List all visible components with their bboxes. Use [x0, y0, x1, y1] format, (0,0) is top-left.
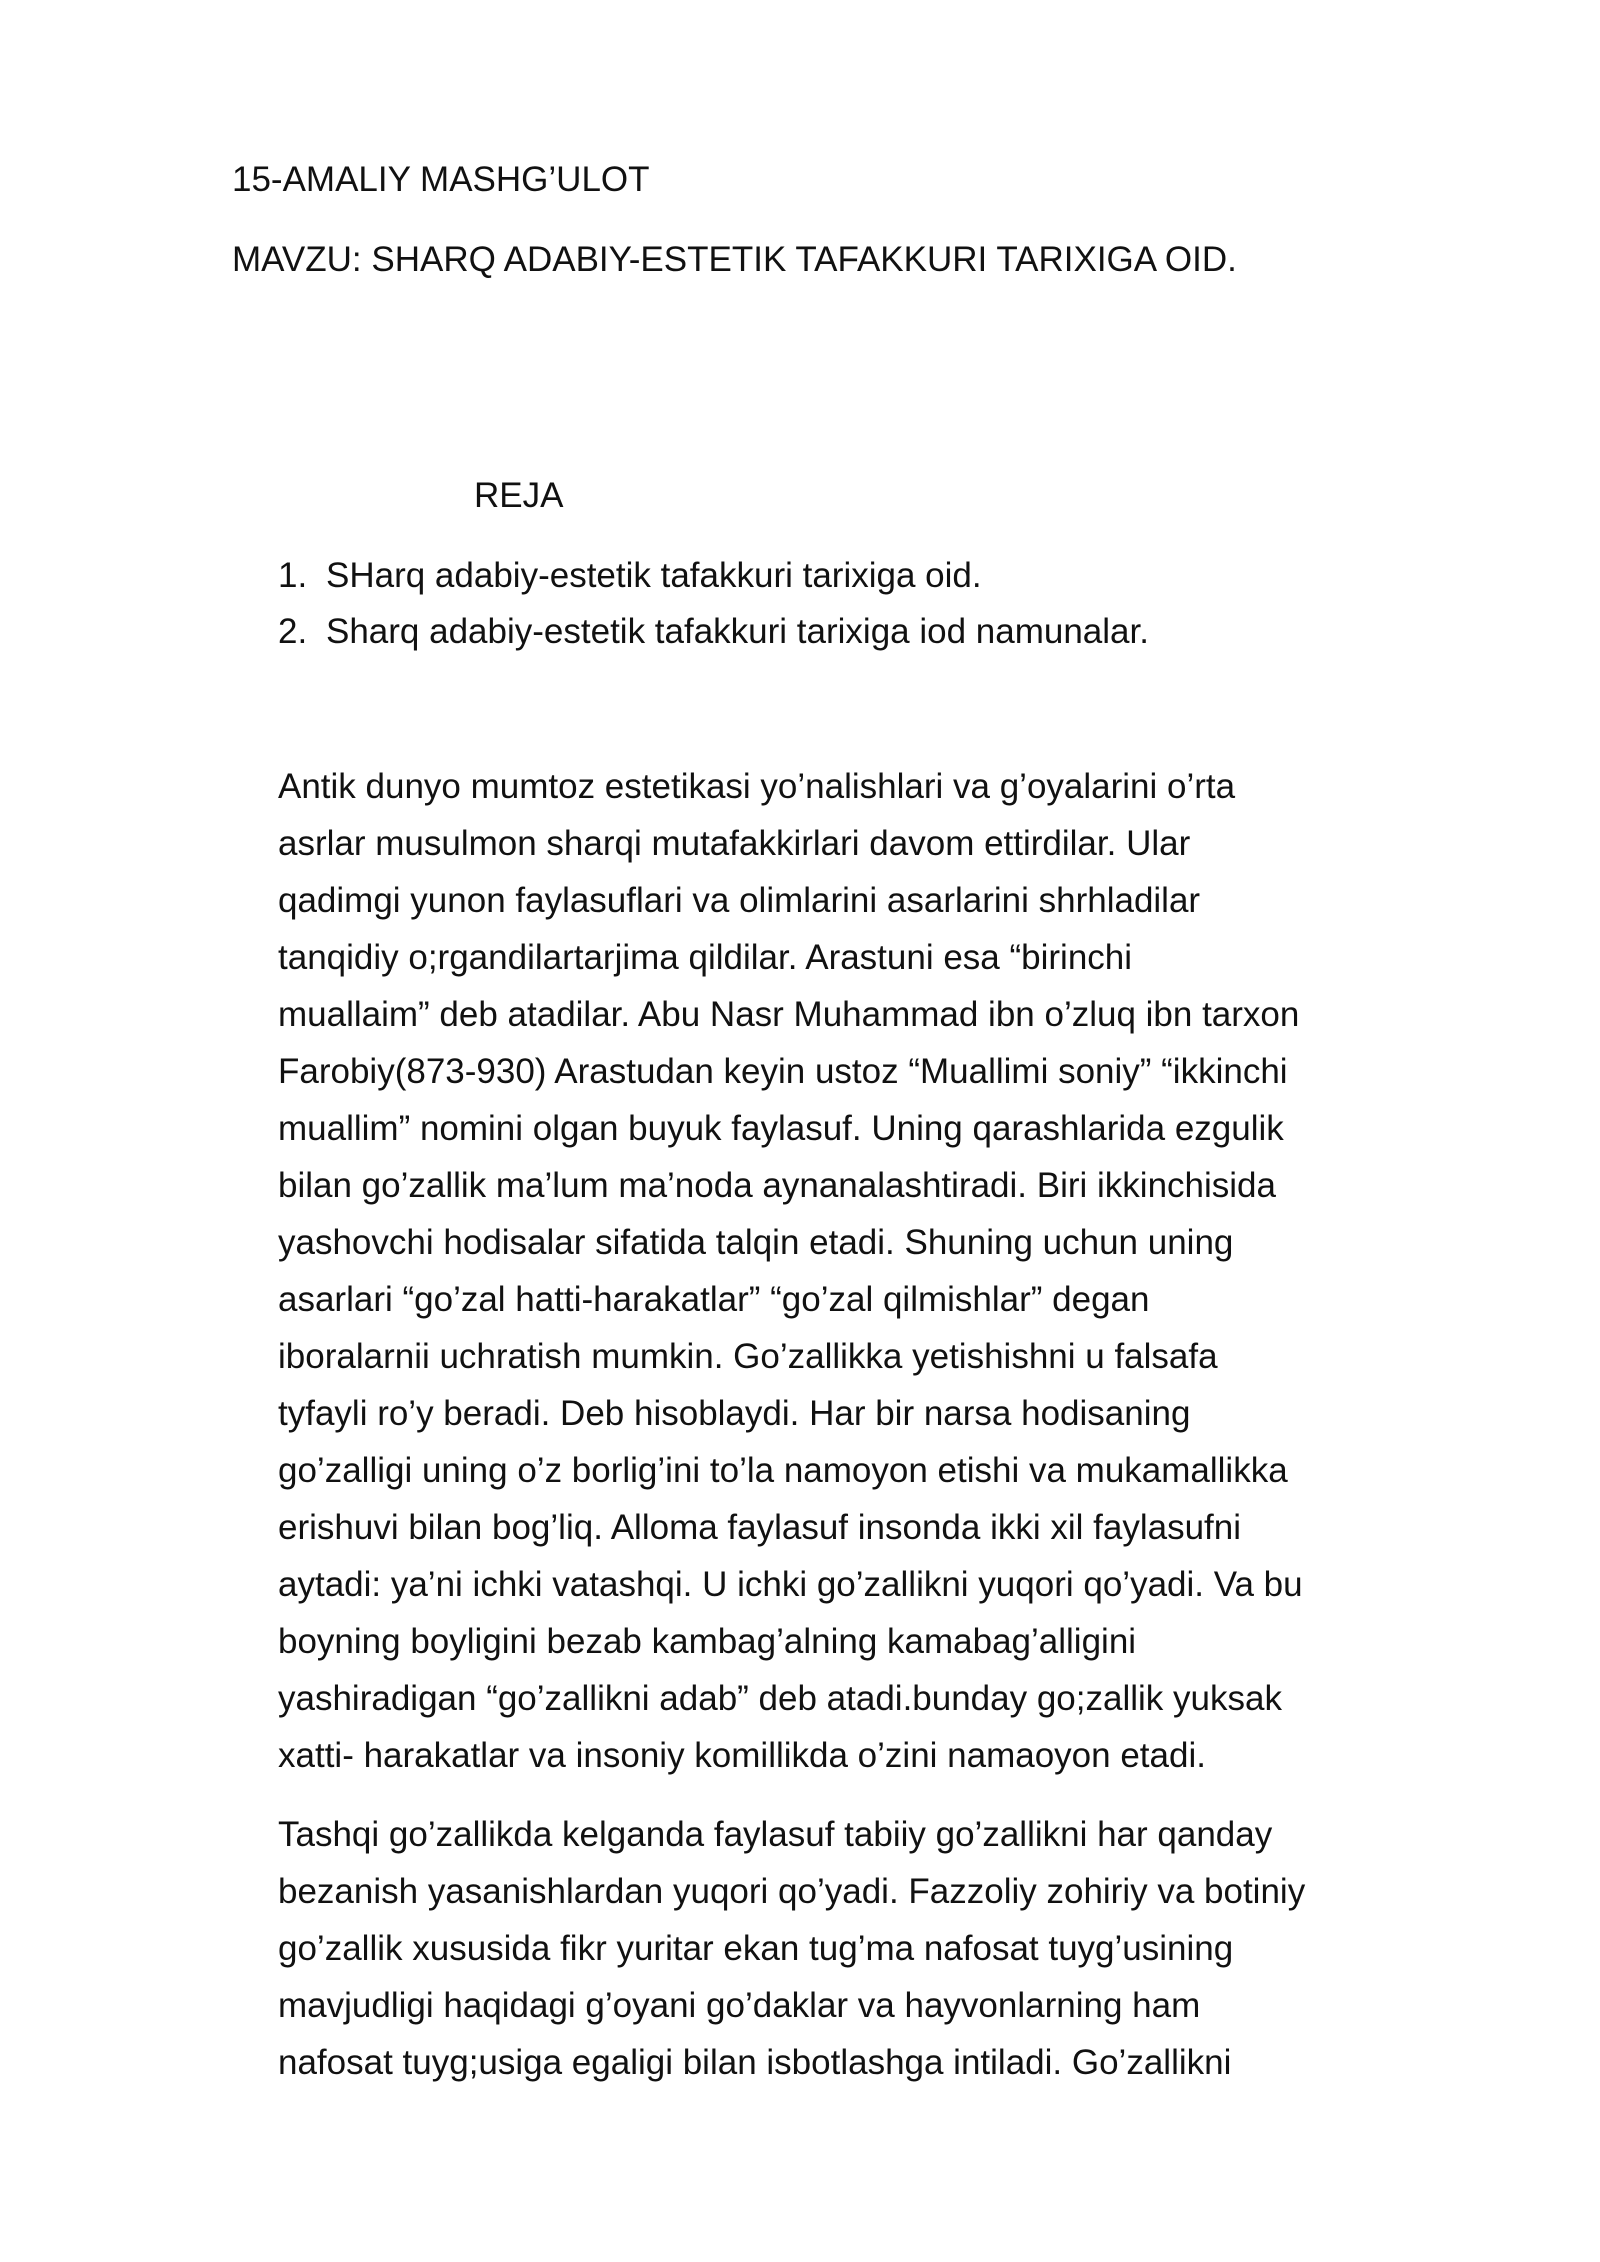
- paragraph-line: yashovchi hodisalar sifatida talqin etadi. Shuning uchun uning: [278, 1223, 1234, 1262]
- plan-item-number: 1.: [278, 556, 308, 595]
- paragraph-line: asarlari “go’zal hatti-harakatlar” “go’zal qilmishlar” degan: [278, 1280, 1150, 1319]
- body-paragraph-2: [278, 1806, 1508, 2091]
- plan-item: [278, 548, 1149, 604]
- paragraph-line: nafosat tuyg;usiga egaligi bilan isbotlashga intiladi. Go’zallikni: [278, 2043, 1232, 2082]
- document-title: 15-AMALIY MASHG’ULOT: [232, 160, 650, 199]
- paragraph-line: aytadi: ya’ni ichki vatashqi. U ichki go’zallikni yuqori qo’yadi. Va bu: [278, 1565, 1303, 1604]
- paragraph-line: Farobiy(873-930) Arastudan keyin ustoz “Muallimi soniy” “ikkinchi: [278, 1052, 1288, 1091]
- paragraph-line: asrlar musulmon sharqi mutafakkirlari davom ettirdilar. Ular: [278, 824, 1191, 863]
- body-paragraph-1: [278, 758, 1508, 1784]
- paragraph-line: bezanish yasanishlardan yuqori qo’yadi. Fazzoliy zohiriy va botiniy: [278, 1872, 1306, 1911]
- paragraph-line: boyning boyligini bezab kambag’alning kamabag’alligini: [278, 1622, 1137, 1661]
- paragraph-line: erishuvi bilan bog’liq. Alloma faylasuf insonda ikki xil faylasufni: [278, 1508, 1241, 1547]
- paragraph-line: Tashqi go’zallikda kelganda faylasuf tabiiy go’zallikni har qanday: [278, 1815, 1273, 1854]
- paragraph-line: bilan go’zallik ma’lum ma’noda aynanalashtiradi. Biri ikkinchisida: [278, 1166, 1276, 1205]
- paragraph-line: go’zallik xususida fikr yuritar ekan tug’ma nafosat tuyg’usining: [278, 1929, 1234, 1968]
- plan-item: [278, 604, 1149, 660]
- paragraph-line: xatti- harakatlar va insoniy komillikda o’zini namaoyon etadi.: [278, 1736, 1206, 1775]
- paragraph-line: tanqidiy o;rgandilartarjima qildilar. Arastuni esa “birinchi: [278, 938, 1133, 977]
- plan-item-number: 2.: [278, 612, 308, 651]
- paragraph-line: tyfayli ro’y beradi. Deb hisoblaydi. Har bir narsa hodisaning: [278, 1394, 1191, 1433]
- paragraph-line: yashiradigan “go’zallikni adab” deb atadi.bunday go;zallik yuksak: [278, 1679, 1282, 1718]
- paragraph-line: muallaim” deb atadilar. Abu Nasr Muhammad ibn o’zluq ibn tarxon: [278, 995, 1300, 1034]
- plan-heading: REJA: [474, 476, 564, 515]
- plan-item-text: Sharq adabiy-estetik tafakkuri tarixiga iod namunalar.: [326, 612, 1149, 651]
- paragraph-line: go’zalligi uning o’z borlig’ini to’la namoyon etishi va mukamallikka: [278, 1451, 1288, 1490]
- paragraph-line: muallim” nomini olgan buyuk faylasuf. Uning qarashlarida ezgulik: [278, 1109, 1284, 1148]
- paragraph-line: mavjudligi haqidagi g’oyani go’daklar va hayvonlarning ham: [278, 1986, 1201, 2025]
- document-subject: MAVZU: SHARQ ADABIY-ESTETIK TAFAKKURI TARIXIGA OID.: [232, 240, 1237, 279]
- paragraph-line: Antik dunyo mumtoz estetikasi yo’nalishlari va g’oyalarini o’rta: [278, 767, 1236, 806]
- paragraph-line: qadimgi yunon faylasuflari va olimlarini asarlarini shrhladilar: [278, 881, 1201, 920]
- plan-item-text: SHarq adabiy-estetik tafakkuri tarixiga oid.: [326, 556, 982, 595]
- plan-list: [278, 548, 1149, 660]
- paragraph-line: iboralarnii uchratish mumkin. Go’zallikka yetishishni u falsafa: [278, 1337, 1218, 1376]
